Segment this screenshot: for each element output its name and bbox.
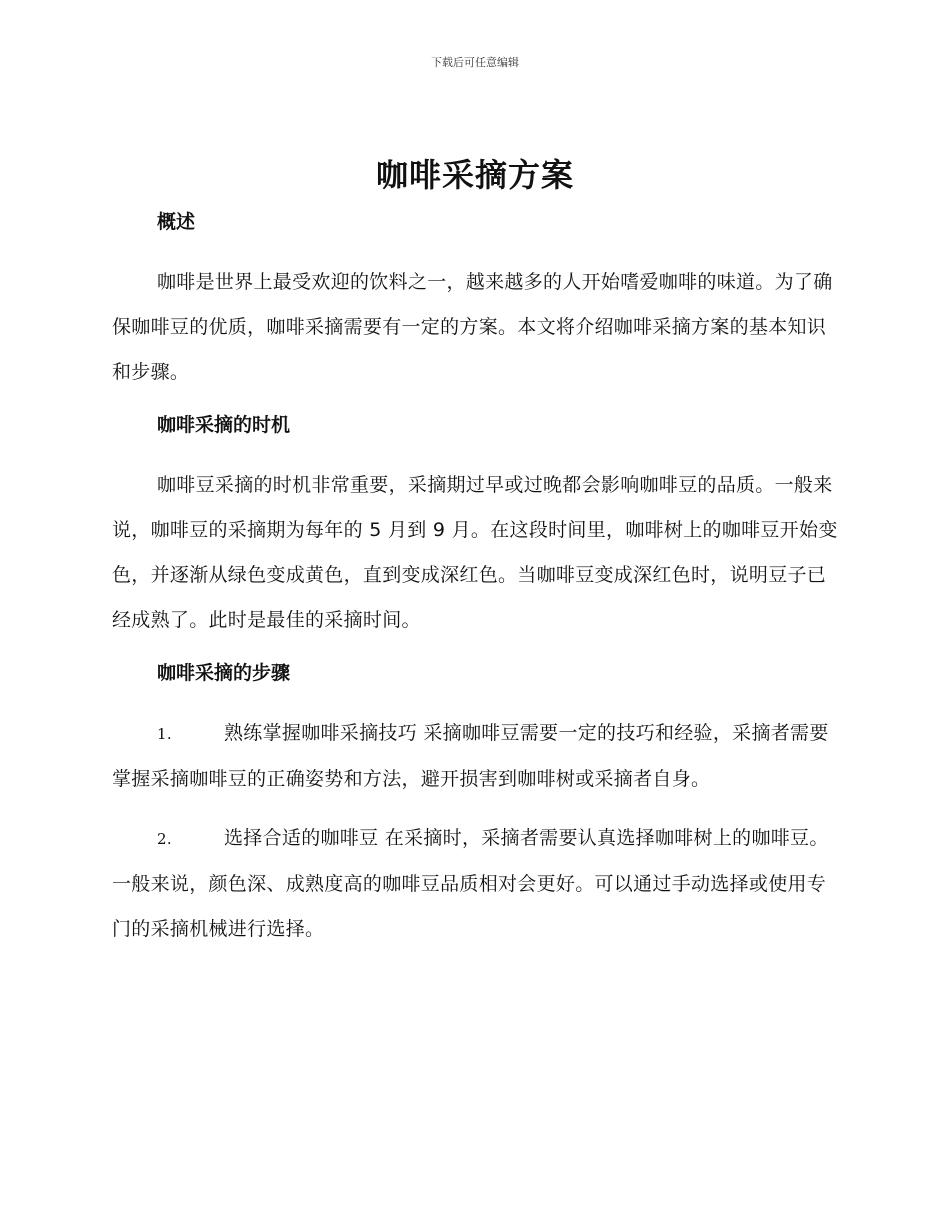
step-text: 选择合适的咖啡豆 在采摘时，采摘者需要认真选择咖啡树上的咖啡豆。一般来说，颜色深、成熟度高的咖啡豆品质相对会更好。可以通过手动选择或使用专门的采摘机械进行选择。 bbox=[112, 827, 829, 940]
step-item bbox=[112, 816, 842, 952]
section-heading-timing: 咖啡采摘的时机 bbox=[157, 414, 291, 436]
step-number: 1. bbox=[157, 725, 172, 743]
step-number: 2. bbox=[157, 830, 172, 848]
section-heading-steps: 咖啡采摘的步骤 bbox=[157, 662, 291, 684]
document-title: 咖啡采摘方案 bbox=[375, 156, 574, 194]
step-item bbox=[112, 711, 842, 802]
step-text: 熟练掌握咖啡采摘技巧 采摘咖啡豆需要一定的技巧和经验，采摘者需要掌握采摘咖啡豆的正确姿势和方法，避开损害到咖啡树或采摘者自身。 bbox=[112, 722, 829, 790]
document-body bbox=[112, 206, 842, 952]
overview-paragraph: 咖啡是世界上最受欢迎的饮料之一，越来越多的人开始嗜爱咖啡的味道。为了确保咖啡豆的优质，咖啡采摘需要有一定的方案。本文将介绍咖啡采摘方案的基本知识和步骤。 bbox=[112, 271, 833, 383]
section-heading-overview: 概述 bbox=[157, 211, 196, 233]
timing-paragraph: 咖啡豆采摘的时机非常重要，采摘期过早或过晚都会影响咖啡豆的品质。一般来说，咖啡豆的采摘期为每年的 5 月到 9 月。在这段时间里，咖啡树上的咖啡豆开始变色，并逐渐从绿色变成黄色，直到变成深红色。当咖啡豆变成深红色时，说明豆子已经成熟了。此时是最佳的采摘时间。 bbox=[112, 474, 838, 631]
header-note: 下载后可任意编辑 bbox=[431, 56, 519, 69]
